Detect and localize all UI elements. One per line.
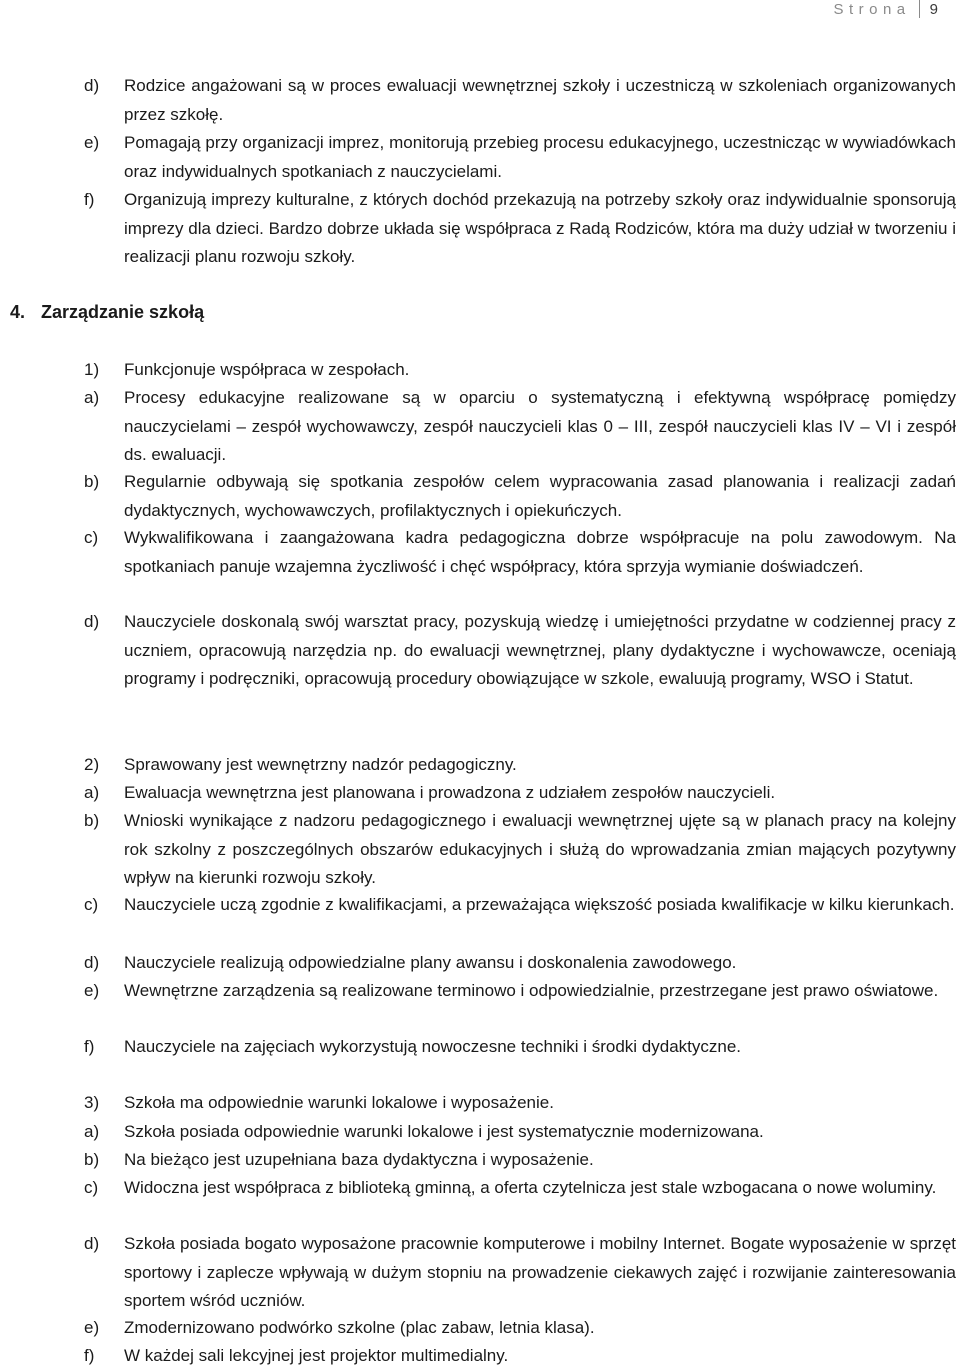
list-item xyxy=(84,779,956,808)
item-label: c) xyxy=(84,895,99,914)
header-divider xyxy=(919,0,920,18)
item-text: Nauczyciele doskonalą swój warsztat pracy, pozyskują wiedzę i umiejętności przydatne w codziennej pracy z uczniem, opracowują narzędzia np. do ewaluacji wewnętrznej, plany dydaktyczne i wychowawcze, oceniają programy i podręczniki, opracowują procedury obowiązujące w szkole, ewaluują programy, WSO i Statut. xyxy=(124,612,956,688)
item-label: a) xyxy=(84,388,100,407)
item-text: Procesy edukacyjne realizowane są w oparciu o systematyczną i efektywną współpracę pomiędzy nauczycielami – zespół wychowawczy, zespół nauczycieli klas 0 – III, zespół nauczycieli klas IV – VI i zespół ds. ewaluacji. xyxy=(124,388,956,464)
list-item xyxy=(84,129,956,186)
item-text: Regularnie odbywają się spotkania zespołów celem wypracowania zasad planowania i realizacji zadań dydaktycznych, wychowawczych, profilaktycznych i opiekuńczych. xyxy=(124,472,956,520)
list-item xyxy=(84,608,956,694)
item-text: Zmodernizowano podwórko szkolne (plac zabaw, letnia klasa). xyxy=(124,1318,595,1337)
item-label: f) xyxy=(84,1037,95,1056)
item-text: Nauczyciele na zajęciach wykorzystują nowoczesne techniki i środki dydaktyczne. xyxy=(124,1037,742,1056)
list-item xyxy=(84,1174,956,1203)
item-label: e) xyxy=(84,981,100,1000)
item-label: d) xyxy=(84,953,100,972)
list-item xyxy=(84,468,956,525)
section-number: 4. xyxy=(10,302,26,322)
item-label: b) xyxy=(84,472,100,491)
page-header-label: Strona xyxy=(833,1,911,18)
item-label: a) xyxy=(84,783,100,802)
list-item xyxy=(84,72,956,129)
list-item xyxy=(84,356,956,385)
item-text: Na bieżąco jest uzupełniana baza dydaktyczna i wyposażenie. xyxy=(124,1150,594,1169)
item-label: d) xyxy=(84,1234,100,1253)
list-item xyxy=(84,807,956,893)
item-text: W każdej sali lekcyjnej jest projektor multimedialny. xyxy=(124,1346,509,1365)
item-text: Ewaluacja wewnętrzna jest planowana i prowadzona z udziałem zespołów nauczycieli. xyxy=(124,783,776,802)
item-text: Organizują imprezy kulturalne, z których dochód przekazują na potrzeby szkoły oraz indywidualnie sponsorują imprezy dla dzieci. Bardzo dobrze układa się współpraca z Radą Rodziców, która ma duży udział w tworzeniu i realizacji planu rozwoju szkoły. xyxy=(124,190,956,266)
item-text: Pomagają przy organizacji imprez, monitorują przebieg procesu edukacyjnego, uczestnicząc w wywiadówkach oraz indywidualnych spotkaniach z nauczycielami. xyxy=(124,133,956,181)
list-item xyxy=(84,384,956,470)
list-item xyxy=(84,1146,956,1175)
item-label: b) xyxy=(84,811,100,830)
list-item xyxy=(84,186,956,272)
list-item xyxy=(84,1118,956,1147)
item-label: b) xyxy=(84,1150,100,1169)
section-title: Zarządzanie szkołą xyxy=(41,302,205,322)
list-item xyxy=(84,1314,956,1343)
item-text: Nauczyciele uczą zgodnie z kwalifikacjami, a przeważająca większość posiada kwalifikacje w kilku kierunkach. xyxy=(124,895,955,914)
item-label: c) xyxy=(84,1178,99,1197)
item-label: c) xyxy=(84,528,99,547)
list-item xyxy=(84,1230,956,1316)
item-text: Widoczna jest współpraca z biblioteką gminną, a oferta czytelnicza jest stale wzbogacana o nowe woluminy. xyxy=(124,1178,937,1197)
item-text: Wnioski wynikające z nadzoru pedagogicznego i ewaluacji wewnętrznej ujęte są w planach pracy na kolejny rok szkolny z poszczególnych obszarów edukacyjnych i służą do wprowadzania zmian mających pozytywny wpływ na kierunki rozwoju szkoły. xyxy=(124,811,956,887)
item-text: Funkcjonuje współpraca w zespołach. xyxy=(124,360,410,379)
list-item xyxy=(84,1342,956,1371)
item-label: d) xyxy=(84,76,100,95)
item-text: Nauczyciele realizują odpowiedzialne plany awansu i doskonalenia zawodowego. xyxy=(124,953,737,972)
item-label: f) xyxy=(84,1346,95,1365)
item-label: d) xyxy=(84,612,100,631)
item-text: Wewnętrzne zarządzenia są realizowane terminowo i odpowiedzialnie, przestrzegane jest prawo oświatowe. xyxy=(124,981,939,1000)
list-item xyxy=(84,1033,956,1062)
item-text: Szkoła ma odpowiednie warunki lokalowe i wyposażenie. xyxy=(124,1093,554,1112)
list-item xyxy=(84,1089,956,1118)
item-label: 1) xyxy=(84,360,100,379)
page-header xyxy=(0,0,960,24)
item-text: Szkoła posiada bogato wyposażone pracownie komputerowe i mobilny Internet. Bogate wyposażenie w sprzęt sportowy i zaplecze wpływają w dużym stopniu na prowadzenie ciekawych zajęć i rozwijanie zainteresowania sportem wśród uczniów. xyxy=(124,1234,956,1310)
item-label: 2) xyxy=(84,755,100,774)
item-text: Sprawowany jest wewnętrzny nadzór pedagogiczny. xyxy=(124,755,517,774)
item-text: Rodzice angażowani są w proces ewaluacji wewnętrznej szkoły i uczestniczą w szkoleniach organizowanych przez szkołę. xyxy=(124,76,956,124)
item-text: Szkoła posiada odpowiednie warunki lokalowe i jest systematycznie modernizowana. xyxy=(124,1122,764,1141)
item-label: e) xyxy=(84,133,100,152)
item-label: a) xyxy=(84,1122,100,1141)
page-number: 9 xyxy=(929,1,938,18)
section-heading xyxy=(10,298,204,327)
item-label: f) xyxy=(84,190,95,209)
list-item xyxy=(84,751,956,780)
list-item xyxy=(84,977,956,1006)
item-text: Wykwalifikowana i zaangażowana kadra pedagogiczna dobrze współpracuje na polu zawodowym. Na spotkaniach panuje wzajemna życzliwość i chęć współpracy, która sprzyja wymianie doświadczeń. xyxy=(124,528,956,576)
list-item xyxy=(84,949,956,978)
list-item xyxy=(84,891,956,920)
list-item xyxy=(84,524,956,581)
item-label: e) xyxy=(84,1318,100,1337)
item-label: 3) xyxy=(84,1093,100,1112)
